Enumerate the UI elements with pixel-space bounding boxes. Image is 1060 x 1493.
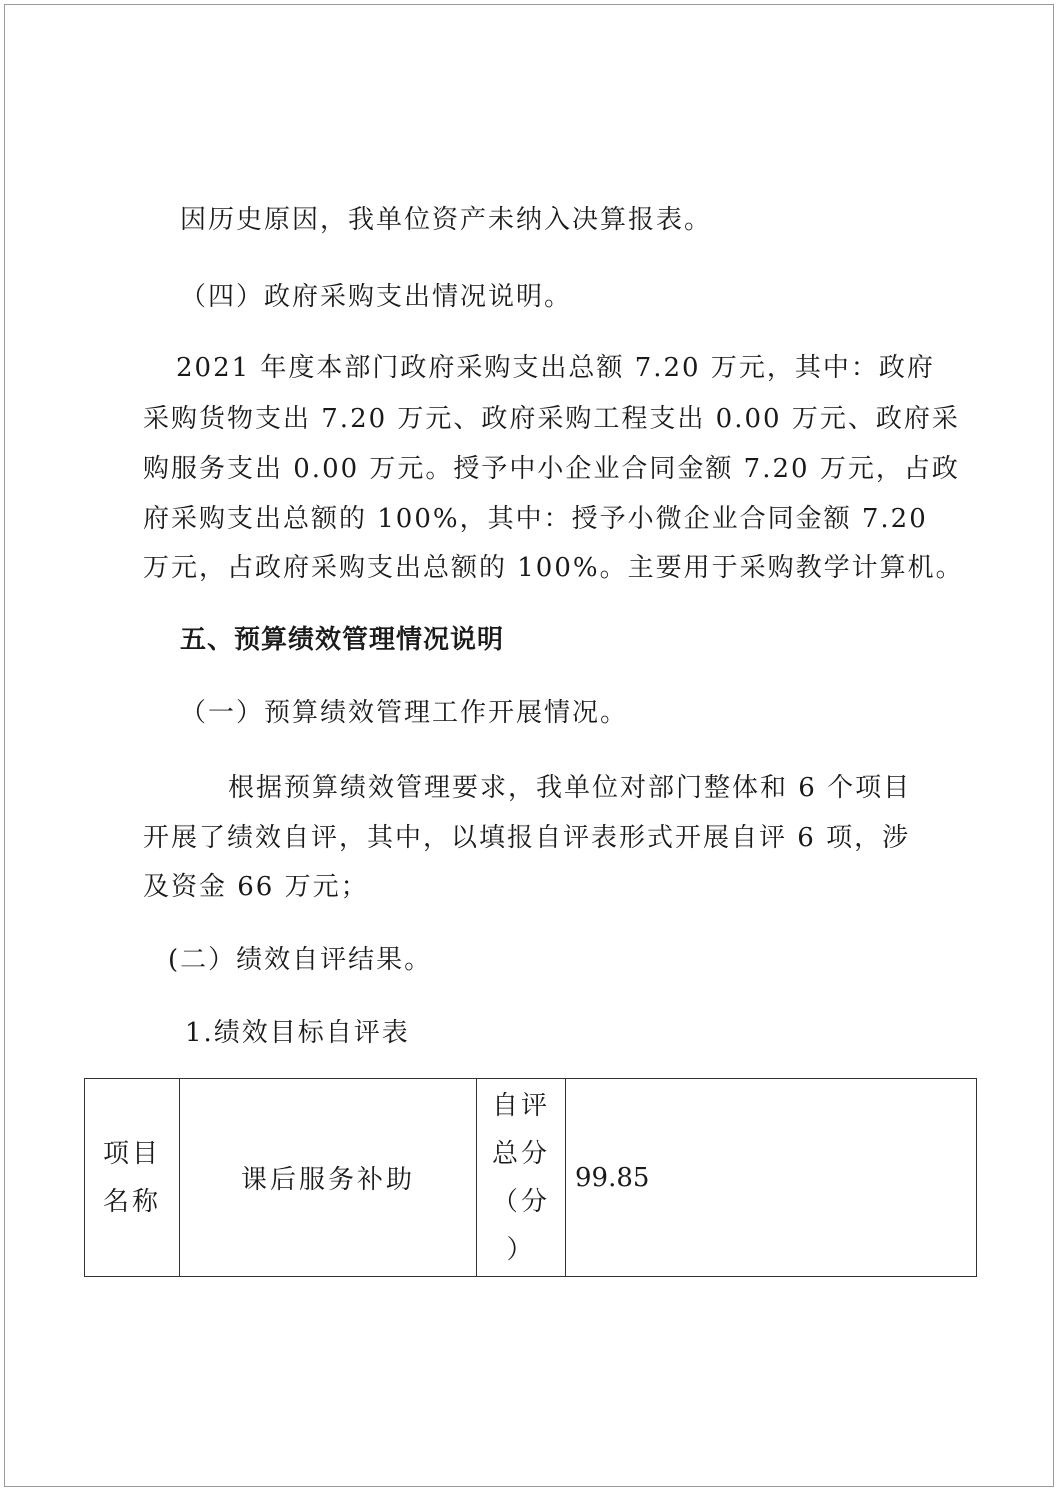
project-label-line-2: 名称 (102, 1186, 161, 1217)
table-row (85, 1079, 977, 1277)
section-4-heading: （四）政府采购支出情况说明。 (180, 282, 573, 312)
subsection-1-heading: （一）预算绩效管理工作开展情况。 (180, 698, 629, 728)
score-label-cell (477, 1079, 566, 1277)
project-label-line-1: 项目 (102, 1138, 161, 1169)
score-label-line-1: 自评 (491, 1090, 550, 1121)
procurement-line-5: 万元，占政府采购支出总额的 100%。主要用于采购教学计算机。 (143, 553, 964, 583)
performance-line-3: 及资金 66 万元； (143, 872, 369, 902)
section-five-heading: 五、预算绩效管理情况说明 (180, 625, 505, 655)
procurement-line-4: 府采购支出总额的 100%，其中：授予小微企业合同金额 7.20 (143, 504, 928, 534)
subsection-2-heading: (二）绩效自评结果。 (168, 945, 433, 975)
performance-line-2: 开展了绩效自评，其中，以填报自评表形式开展自评 6 项，涉 (143, 823, 911, 853)
score-label-line-3: （分 (491, 1186, 550, 1217)
table-caption: 1.绩效目标自评表 (185, 1018, 410, 1048)
procurement-line-1: 2021 年度本部门政府采购支出总额 7.20 万元，其中：政府 (176, 353, 935, 383)
procurement-line-2: 采购货物支出 7.20 万元、政府采购工程支出 0.00 万元、政府采 (143, 404, 960, 434)
asset-note-paragraph: 因历史原因，我单位资产未纳入决算报表。 (180, 205, 713, 235)
procurement-line-3: 购服务支出 0.00 万元。授予中小企业合同金额 7.20 万元，占政 (143, 454, 960, 484)
score-label-line-2: 总分 (491, 1138, 550, 1169)
performance-line-1: 根据预算绩效管理要求，我单位对部门整体和 6 个项目 (228, 773, 912, 803)
score-label-line-4: ） (506, 1234, 536, 1265)
score-value-cell: 99.85 (566, 1079, 977, 1277)
project-name-value-cell: 课后服务补助 (180, 1079, 477, 1277)
self-evaluation-table (84, 1078, 977, 1277)
project-name-label-cell (85, 1079, 180, 1277)
